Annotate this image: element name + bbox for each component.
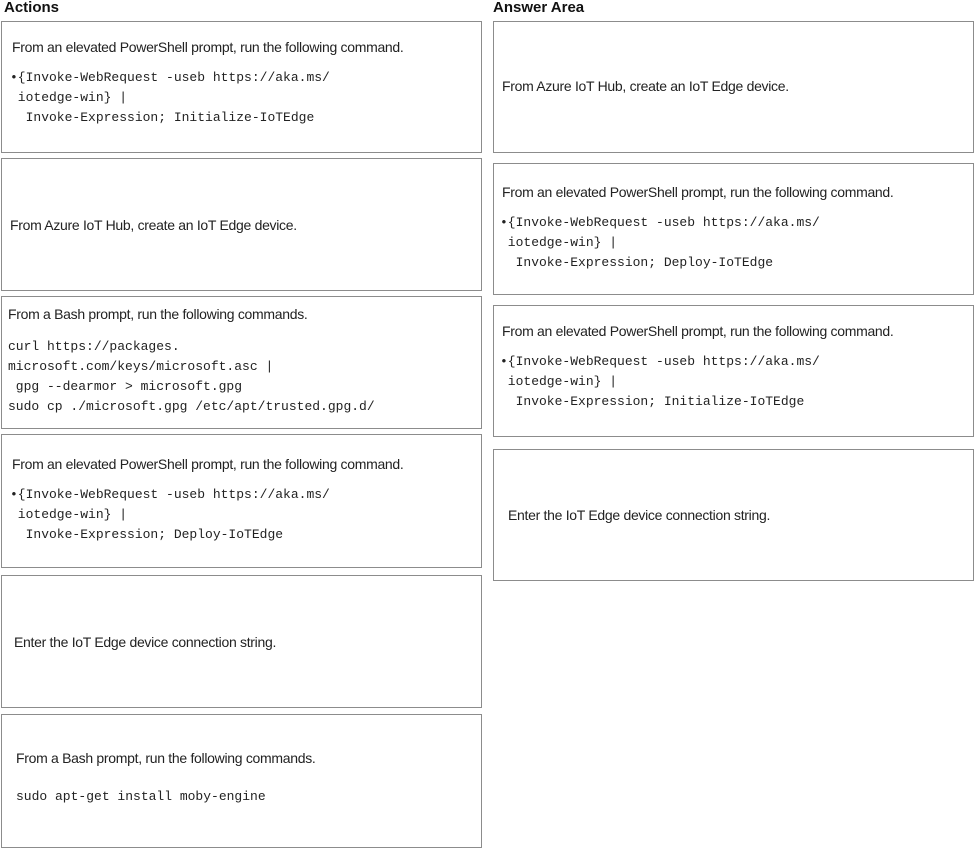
answer-card-text: From an elevated PowerShell prompt, run the following command.: [502, 323, 894, 339]
action-card-text: From a Bash prompt, run the following commands.: [16, 750, 316, 766]
answer-card-code: •{Invoke-WebRequest -useb https://aka.ms/ iotedge-win} | Invoke-Expression; Initialize-IoTEdge: [500, 354, 820, 409]
action-card-create-iot-edge-device[interactable]: [1, 158, 482, 291]
action-card-initialize-iotedge[interactable]: [1, 21, 482, 153]
action-card-text: From Azure IoT Hub, create an IoT Edge device.: [10, 216, 297, 233]
action-card-text: From an elevated PowerShell prompt, run the following command.: [12, 39, 404, 55]
action-card-code: •{Invoke-WebRequest -useb https://aka.ms/ iotedge-win} | Invoke-Expression; Initialize-IoTEdge: [10, 70, 330, 125]
action-card-code: curl https://packages. microsoft.com/keys/microsoft.asc | gpg --dearmor > microsoft.gpg sudo cp ./microsoft.gpg /etc/apt/trusted.gpg.d/: [8, 339, 375, 414]
action-card-bash-curl-keys[interactable]: [1, 296, 482, 429]
answer-card-text: From an elevated PowerShell prompt, run the following command.: [502, 184, 894, 200]
action-card-text: From an elevated PowerShell prompt, run the following command.: [12, 456, 404, 472]
answer-slot-1[interactable]: [493, 21, 974, 153]
action-card-text: From a Bash prompt, run the following commands.: [8, 306, 308, 322]
action-card-enter-connection-string[interactable]: [1, 575, 482, 708]
action-card-text: Enter the IoT Edge device connection string.: [14, 633, 277, 650]
answer-slot-3[interactable]: [493, 305, 974, 437]
actions-heading: Actions: [4, 0, 60, 16]
action-card-deploy-iotedge[interactable]: [1, 434, 482, 568]
action-card-code: sudo apt-get install moby-engine: [16, 789, 266, 804]
answer-card-text: Enter the IoT Edge device connection string.: [508, 507, 771, 523]
answer-slot-4[interactable]: [493, 449, 974, 581]
action-card-code: •{Invoke-WebRequest -useb https://aka.ms/ iotedge-win} | Invoke-Expression; Deploy-IoTEdge: [10, 487, 330, 542]
answer-card-text: From Azure IoT Hub, create an IoT Edge device.: [502, 78, 789, 94]
action-card-bash-install-moby[interactable]: [1, 714, 482, 848]
answer-card-code: •{Invoke-WebRequest -useb https://aka.ms/ iotedge-win} | Invoke-Expression; Deploy-IoTEdge: [500, 215, 820, 270]
answer-area-heading: Answer Area: [493, 0, 585, 16]
answer-slot-2[interactable]: [493, 163, 974, 295]
